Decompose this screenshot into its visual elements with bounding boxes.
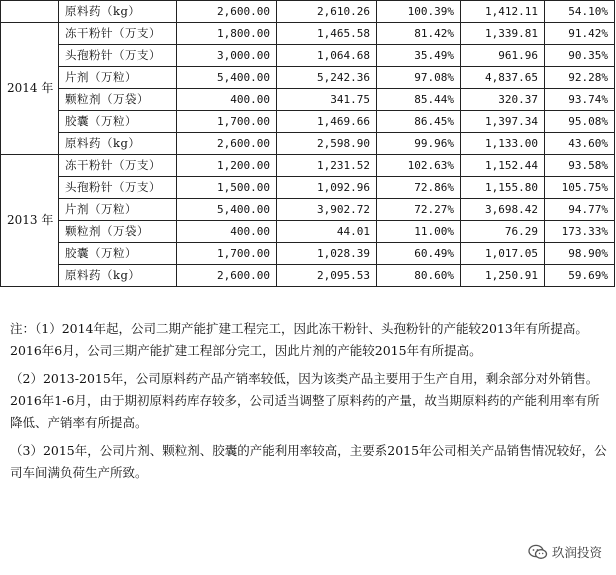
year-cell: 2014 年	[1, 23, 59, 155]
product-cell: 头孢粉针（万支）	[59, 177, 177, 199]
sell-rate-cell: 91.42%	[545, 23, 615, 45]
sales-cell: 961.96	[461, 45, 545, 67]
capacity-table	[0, 0, 615, 287]
sales-cell: 4,837.65	[461, 67, 545, 89]
table-row	[1, 265, 615, 287]
sales-cell: 320.37	[461, 89, 545, 111]
sales-cell: 76.29	[461, 221, 545, 243]
table-row	[1, 67, 615, 89]
output-cell: 1,469.66	[277, 111, 377, 133]
sales-cell: 1,397.34	[461, 111, 545, 133]
capacity-cell: 1,800.00	[177, 23, 277, 45]
table-row	[1, 23, 615, 45]
table-row	[1, 111, 615, 133]
utilization-cell: 81.42%	[377, 23, 461, 45]
capacity-cell: 2,600.00	[177, 133, 277, 155]
utilization-cell: 11.00%	[377, 221, 461, 243]
capacity-cell: 1,200.00	[177, 155, 277, 177]
capacity-cell: 2,600.00	[177, 1, 277, 23]
table-row	[1, 133, 615, 155]
capacity-cell: 1,500.00	[177, 177, 277, 199]
sell-rate-cell: 90.35%	[545, 45, 615, 67]
sell-rate-cell: 93.58%	[545, 155, 615, 177]
sales-cell: 1,250.91	[461, 265, 545, 287]
capacity-cell: 5,400.00	[177, 67, 277, 89]
product-cell: 颗粒剂（万袋）	[59, 89, 177, 111]
product-cell: 冻干粉针（万支）	[59, 23, 177, 45]
capacity-cell: 1,700.00	[177, 111, 277, 133]
utilization-cell: 99.96%	[377, 133, 461, 155]
product-cell: 片剂（万粒）	[59, 67, 177, 89]
product-cell: 片剂（万粒）	[59, 199, 177, 221]
utilization-cell: 100.39%	[377, 1, 461, 23]
capacity-cell: 5,400.00	[177, 199, 277, 221]
table-row	[1, 45, 615, 67]
output-cell: 44.01	[277, 221, 377, 243]
sell-rate-cell: 94.77%	[545, 199, 615, 221]
product-cell: 原料药（kg）	[59, 133, 177, 155]
utilization-cell: 85.44%	[377, 89, 461, 111]
sales-cell: 1,412.11	[461, 1, 545, 23]
output-cell: 1,092.96	[277, 177, 377, 199]
product-cell: 冻干粉针（万支）	[59, 155, 177, 177]
product-cell: 颗粒剂（万袋）	[59, 221, 177, 243]
utilization-cell: 72.27%	[377, 199, 461, 221]
sales-cell: 1,017.05	[461, 243, 545, 265]
utilization-cell: 80.60%	[377, 265, 461, 287]
footnote-1: 注：（1）2014年起，公司二期产能扩建工程完工，因此冻干粉针、头孢粉针的产能较2013年有所提高。2016年6月，公司三期产能扩建工程部分完工，因此片剂的产能较2015年有所提高。	[10, 321, 588, 358]
sales-cell: 3,698.42	[461, 199, 545, 221]
output-cell: 3,902.72	[277, 199, 377, 221]
utilization-cell: 72.86%	[377, 177, 461, 199]
wechat-icon	[528, 544, 548, 560]
footnotes	[10, 318, 608, 490]
output-cell: 2,598.90	[277, 133, 377, 155]
sales-cell: 1,152.44	[461, 155, 545, 177]
sales-cell: 1,133.00	[461, 133, 545, 155]
watermark	[528, 543, 602, 561]
output-cell: 1,028.39	[277, 243, 377, 265]
table-row	[1, 221, 615, 243]
sell-rate-cell: 92.28%	[545, 67, 615, 89]
utilization-cell: 35.49%	[377, 45, 461, 67]
year-cell: 2013 年	[1, 155, 59, 287]
product-cell: 头孢粉针（万支）	[59, 45, 177, 67]
output-cell: 1,231.52	[277, 155, 377, 177]
capacity-cell: 3,000.00	[177, 45, 277, 67]
output-cell: 2,610.26	[277, 1, 377, 23]
table-row	[1, 199, 615, 221]
sales-cell: 1,155.80	[461, 177, 545, 199]
sell-rate-cell: 105.75%	[545, 177, 615, 199]
capacity-cell: 2,600.00	[177, 265, 277, 287]
output-cell: 2,095.53	[277, 265, 377, 287]
utilization-cell: 60.49%	[377, 243, 461, 265]
footnote-2: （2）2013-2015年，公司原料药产品产销率较低，因为该类产品主要用于生产自用，剩余部分对外销售。2016年1-6月，由于期初原料药库存较多，公司适当调整了原料药的产量，故当期原料药的产能利用率有所降低、产销率有所提高。	[10, 371, 600, 430]
footnote-3: （3）2015年，公司片剂、颗粒剂、胶囊的产能利用率较高，主要系2015年公司相关产品销售情况较好，公司车间满负荷生产所致。	[10, 443, 607, 480]
sales-cell: 1,339.81	[461, 23, 545, 45]
sell-rate-cell: 98.90%	[545, 243, 615, 265]
sell-rate-cell: 173.33%	[545, 221, 615, 243]
utilization-cell: 102.63%	[377, 155, 461, 177]
capacity-cell: 400.00	[177, 89, 277, 111]
product-cell: 胶囊（万粒）	[59, 111, 177, 133]
capacity-cell: 400.00	[177, 221, 277, 243]
product-cell: 原料药（kg）	[59, 1, 177, 23]
table-row	[1, 89, 615, 111]
product-cell: 原料药（kg）	[59, 265, 177, 287]
table-row	[1, 243, 615, 265]
table-row	[1, 155, 615, 177]
product-cell: 胶囊（万粒）	[59, 243, 177, 265]
year-cell-continued	[1, 1, 59, 23]
table-row	[1, 177, 615, 199]
sell-rate-cell: 54.10%	[545, 1, 615, 23]
sell-rate-cell: 95.08%	[545, 111, 615, 133]
output-cell: 1,064.68	[277, 45, 377, 67]
watermark-text: 玖润投资	[551, 545, 602, 560]
sell-rate-cell: 59.69%	[545, 265, 615, 287]
output-cell: 1,465.58	[277, 23, 377, 45]
utilization-cell: 97.08%	[377, 67, 461, 89]
sell-rate-cell: 93.74%	[545, 89, 615, 111]
table-row	[1, 1, 615, 23]
output-cell: 341.75	[277, 89, 377, 111]
capacity-cell: 1,700.00	[177, 243, 277, 265]
sell-rate-cell: 43.60%	[545, 133, 615, 155]
output-cell: 5,242.36	[277, 67, 377, 89]
utilization-cell: 86.45%	[377, 111, 461, 133]
